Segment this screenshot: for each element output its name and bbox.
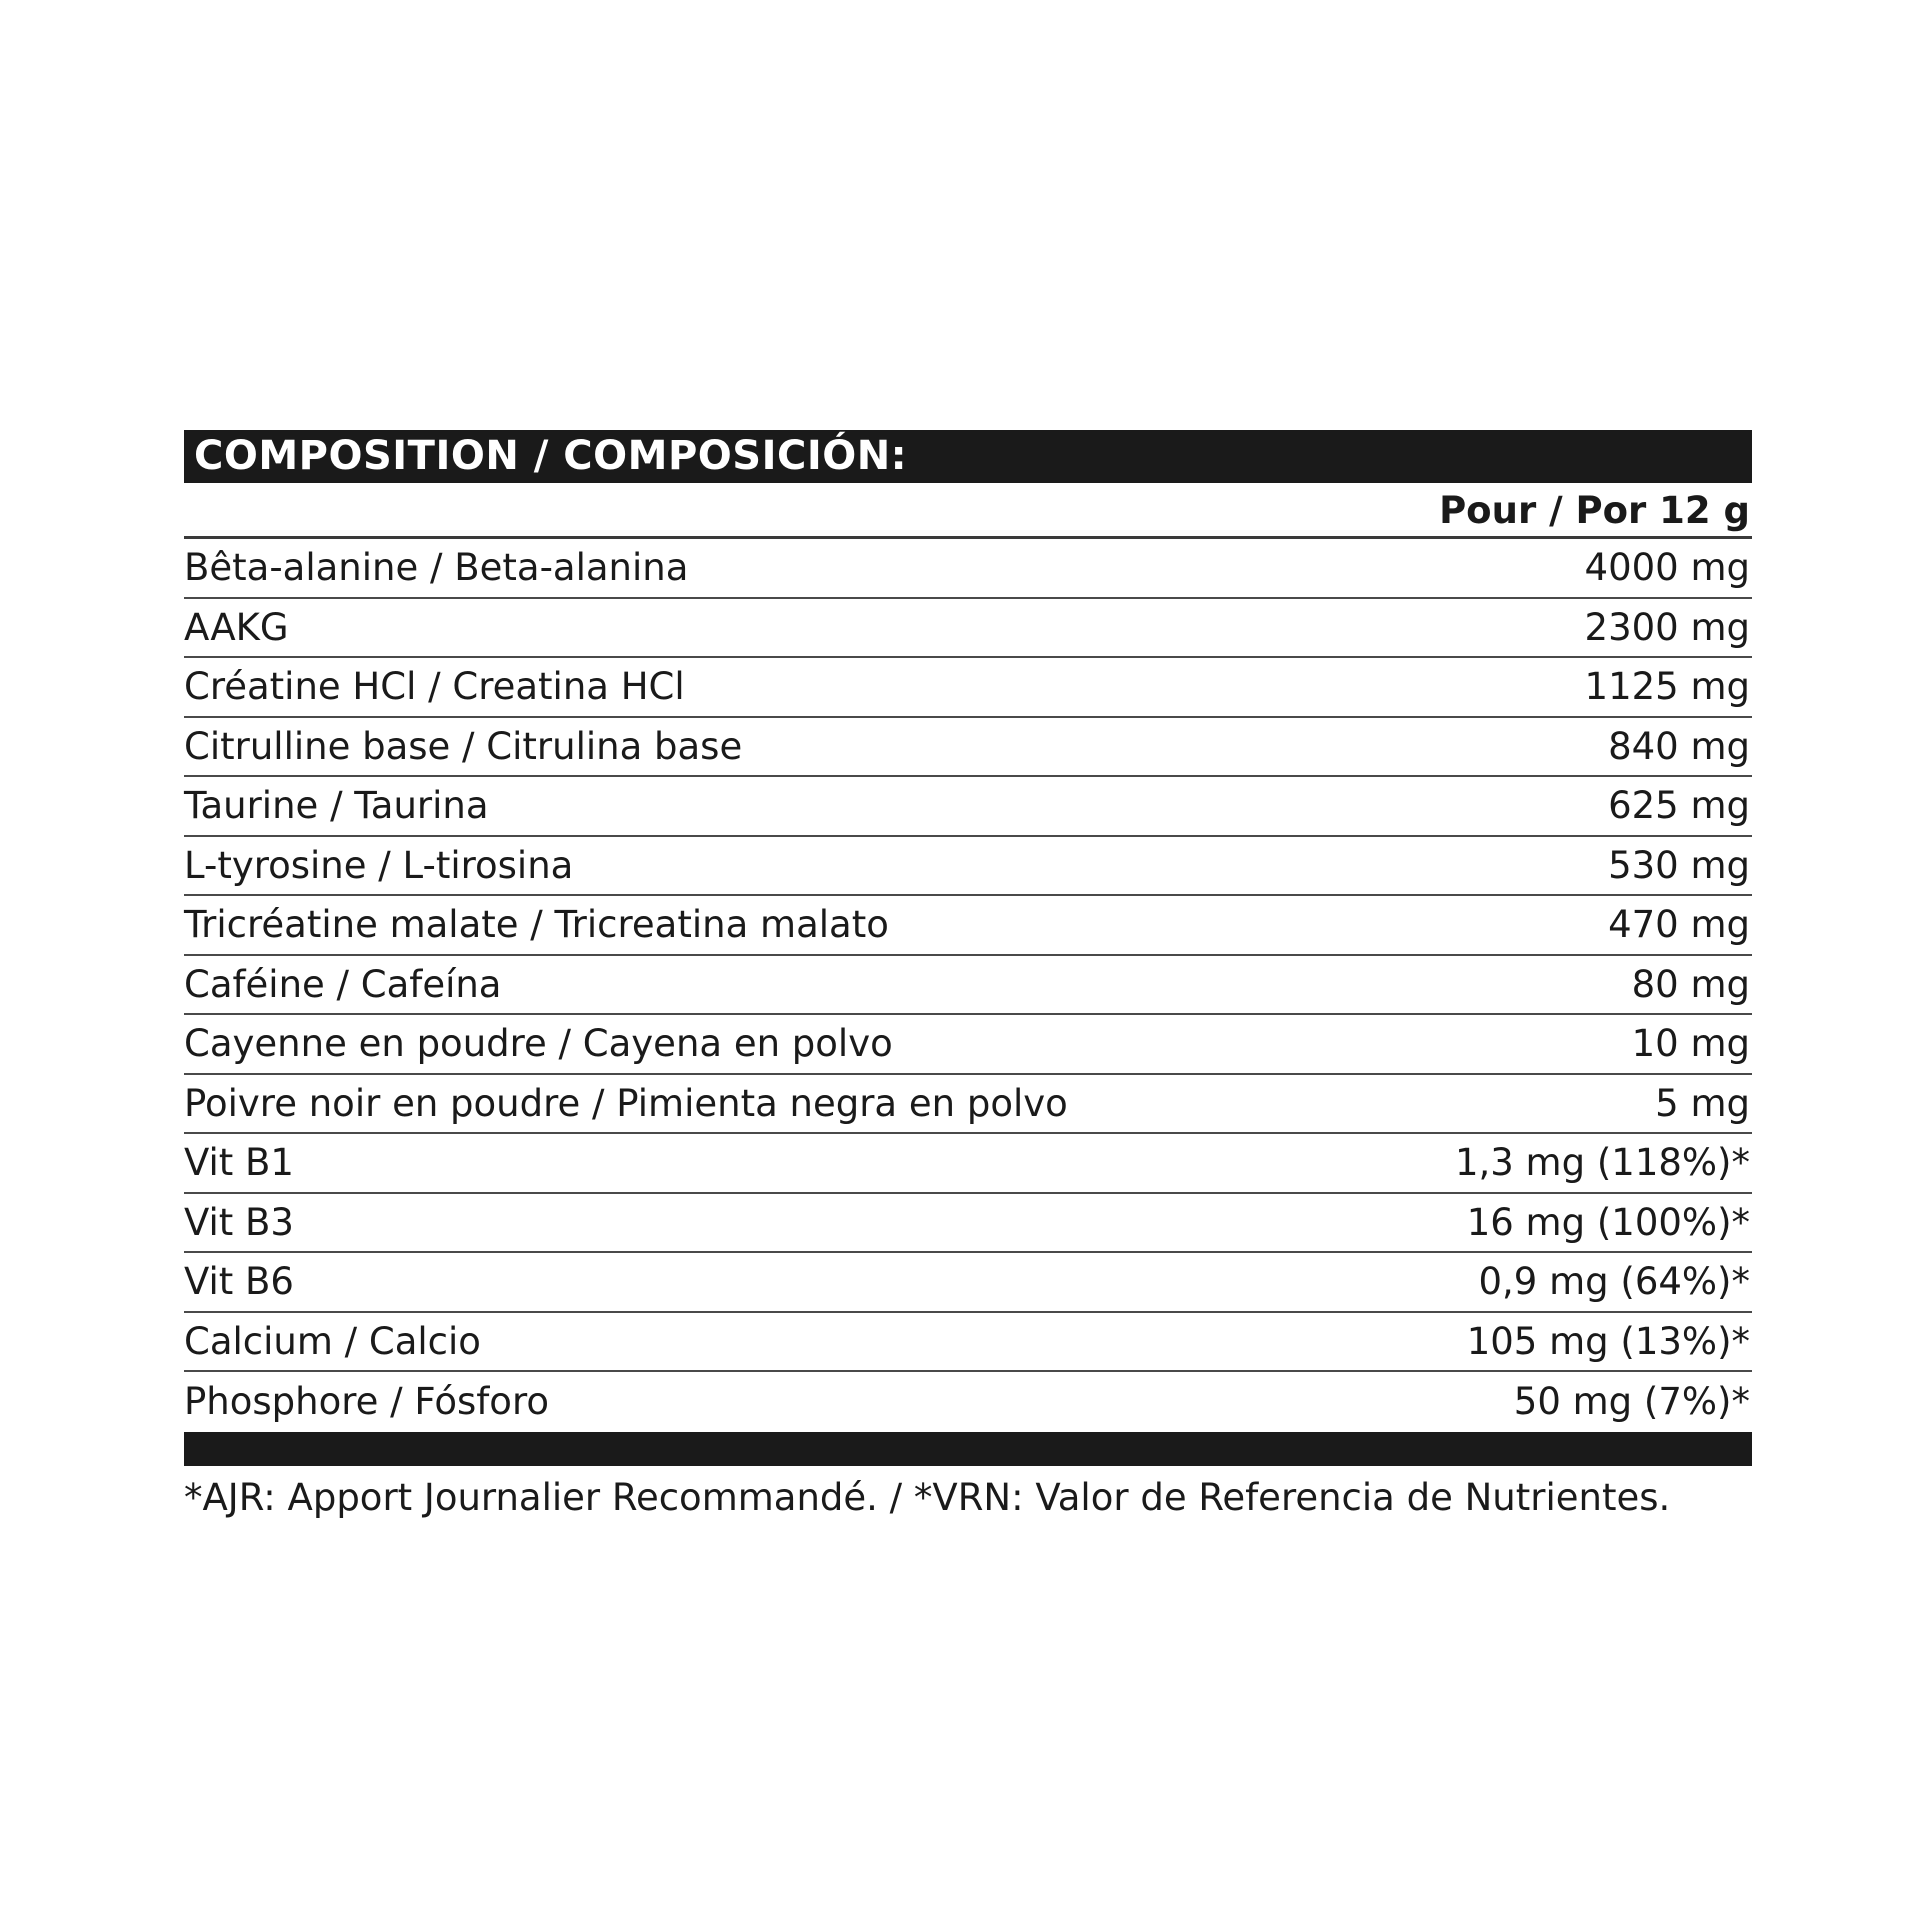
ingredient-amount: 530 mg	[1608, 843, 1750, 887]
table-row	[184, 777, 1752, 837]
ingredient-name: Bêta-alanine / Beta-alanina	[184, 546, 689, 590]
table-row	[184, 1372, 1752, 1432]
ingredient-name: Phosphore / Fósforo	[184, 1380, 549, 1424]
ingredient-amount: 50 mg (7%)*	[1513, 1380, 1750, 1424]
ingredient-amount: 1125 mg	[1584, 665, 1750, 709]
composition-label	[184, 430, 1752, 1519]
ingredient-amount: 105 mg (13%)*	[1466, 1319, 1750, 1363]
ingredient-name: Vit B3	[184, 1200, 294, 1244]
table-row	[184, 896, 1752, 956]
table-row	[184, 539, 1752, 599]
ingredient-name: Cayenne en poudre / Cayena en polvo	[184, 1022, 893, 1066]
ingredient-name: Vit B6	[184, 1260, 294, 1304]
ingredient-name: Calcium / Calcio	[184, 1319, 481, 1363]
ingredient-amount: 0,9 mg (64%)*	[1478, 1260, 1750, 1304]
ingredient-amount: 1,3 mg (118%)*	[1454, 1141, 1750, 1185]
table-row	[184, 1015, 1752, 1075]
ingredient-name: L-tyrosine / L-tirosina	[184, 843, 574, 887]
table-row	[184, 599, 1752, 659]
bottom-divider-bar	[184, 1432, 1752, 1466]
table-row	[184, 1253, 1752, 1313]
ingredient-name: Poivre noir en poudre / Pimienta negra en polvo	[184, 1081, 1068, 1125]
ingredient-amount: 10 mg	[1631, 1022, 1750, 1066]
ingredient-amount: 5 mg	[1655, 1081, 1750, 1125]
table-row	[184, 956, 1752, 1016]
table-row	[184, 1313, 1752, 1373]
ingredient-amount: 625 mg	[1608, 784, 1750, 828]
table-row	[184, 837, 1752, 897]
ingredient-amount: 16 mg (100%)*	[1466, 1200, 1750, 1244]
ingredient-name: Tricréatine malate / Tricreatina malato	[184, 903, 889, 947]
ingredient-amount: 840 mg	[1608, 724, 1750, 768]
table-row	[184, 1194, 1752, 1254]
table-row	[184, 1075, 1752, 1135]
ingredient-name: Créatine HCl / Creatina HCl	[184, 665, 685, 709]
composition-title: COMPOSITION / COMPOSICIÓN:	[184, 430, 1752, 483]
ingredient-name: Caféine / Cafeína	[184, 962, 502, 1006]
footnote: *AJR: Apport Journalier Recommandé. / *VRN: Valor de Referencia de Nutrientes.	[184, 1475, 1671, 1519]
ingredient-name: Taurine / Taurina	[184, 784, 489, 828]
ingredient-name: Citrulline base / Citrulina base	[184, 724, 743, 768]
table-row	[184, 1134, 1752, 1194]
composition-table	[184, 539, 1752, 1432]
serving-size-header: Pour / Por 12 g	[184, 483, 1752, 539]
ingredient-name: AAKG	[184, 605, 289, 649]
ingredient-amount: 4000 mg	[1584, 546, 1750, 590]
ingredient-amount: 2300 mg	[1584, 605, 1750, 649]
table-row	[184, 718, 1752, 778]
ingredient-amount: 80 mg	[1631, 962, 1750, 1006]
table-row	[184, 658, 1752, 718]
ingredient-name: Vit B1	[184, 1141, 294, 1185]
ingredient-amount: 470 mg	[1608, 903, 1750, 947]
